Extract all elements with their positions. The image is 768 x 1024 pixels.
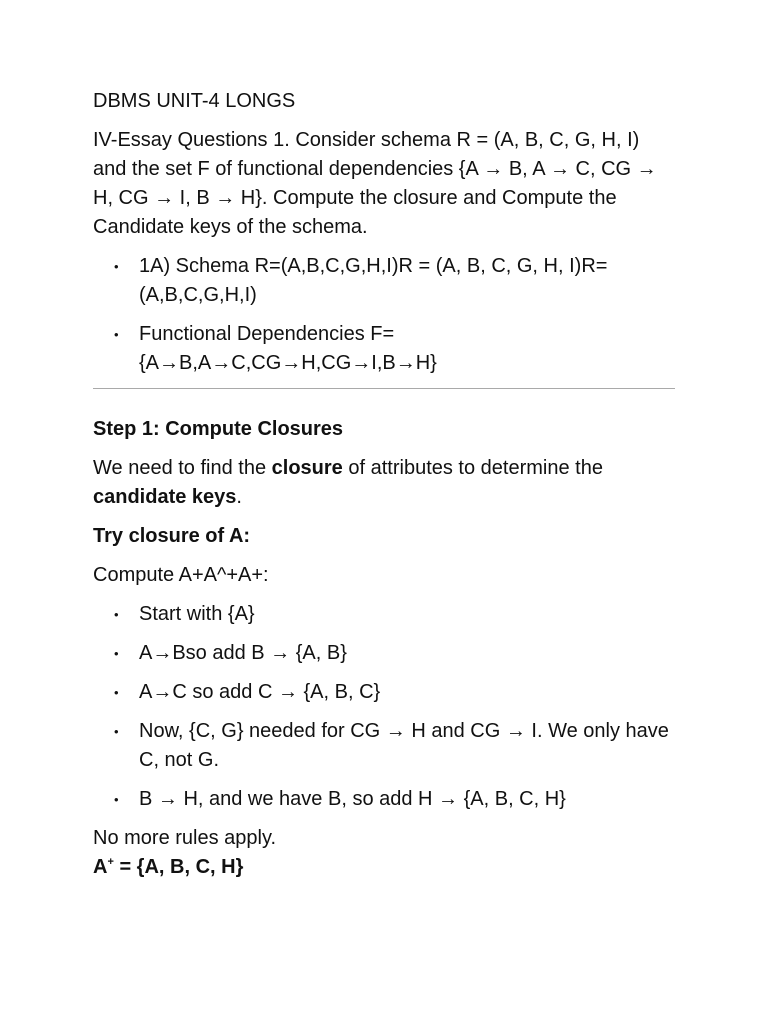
bullet-icon: • bbox=[114, 685, 119, 700]
closure-result bbox=[93, 853, 675, 882]
closure-step: A→Bso add B → {A, B} bbox=[139, 642, 347, 664]
list-item bbox=[93, 639, 675, 668]
intro-closure: closure bbox=[271, 457, 343, 479]
result-lhs: A bbox=[93, 856, 108, 878]
closure-steps-list bbox=[93, 600, 675, 814]
document-title: DBMS UNIT-4 LONGS bbox=[93, 90, 296, 112]
bullet-icon: • bbox=[114, 792, 119, 807]
closure-step: A→C so add C → {A, B, C} bbox=[139, 681, 381, 703]
step1-heading: Step 1: Compute Closures bbox=[93, 418, 344, 440]
intro-paragraph bbox=[93, 454, 675, 512]
bullet-icon: • bbox=[114, 724, 119, 739]
list-item bbox=[93, 320, 675, 378]
horizontal-divider bbox=[93, 388, 675, 389]
try-heading: Try closure of A: bbox=[93, 525, 251, 547]
given-schema: 1A) Schema R=(A,B,C,G,H,I)R = (A, B, C, G, H, I)R=(A,B,C,G,H,I) bbox=[139, 255, 608, 306]
closure-step: Start with {A} bbox=[139, 603, 255, 625]
list-item bbox=[93, 785, 675, 814]
intro-post: . bbox=[236, 486, 242, 508]
closure-step: Now, {C, G} needed for CG → H and CG → I. We only have C, not G. bbox=[139, 720, 669, 771]
question-text: IV-Essay Questions 1. Consider schema R = (A, B, C, G, H, I) and the set F of functional dependencies {A → B, A → C, CG → H, CG → I, B → H}. Compute the closure and Compute the Candidate keys of the schema. bbox=[93, 129, 657, 238]
closure-step: B → H, and we have B, so add H → {A, B, C, H} bbox=[139, 788, 566, 810]
list-item bbox=[93, 717, 675, 775]
list-item bbox=[93, 678, 675, 707]
intro-candidate-keys: candidate keys bbox=[93, 486, 237, 508]
bullet-icon: • bbox=[114, 607, 119, 622]
result-rhs: = {A, B, C, H} bbox=[113, 856, 244, 878]
given-list bbox=[93, 252, 675, 378]
compute-line: Compute A+A^+A+: bbox=[93, 564, 269, 586]
no-more-rules: No more rules apply. bbox=[93, 827, 277, 849]
intro-mid: of attributes to determine the bbox=[342, 457, 603, 479]
result-sup: + bbox=[107, 856, 114, 868]
bullet-icon: • bbox=[114, 259, 119, 274]
list-item bbox=[93, 600, 675, 629]
intro-pre: We need to find the bbox=[93, 457, 272, 479]
bullet-icon: • bbox=[114, 646, 119, 661]
document-page bbox=[93, 87, 675, 882]
given-fds: Functional Dependencies F={A→B,A→C,CG→H,CG→I,B→H} bbox=[139, 323, 437, 374]
list-item bbox=[93, 252, 675, 310]
bullet-icon: • bbox=[114, 327, 119, 342]
